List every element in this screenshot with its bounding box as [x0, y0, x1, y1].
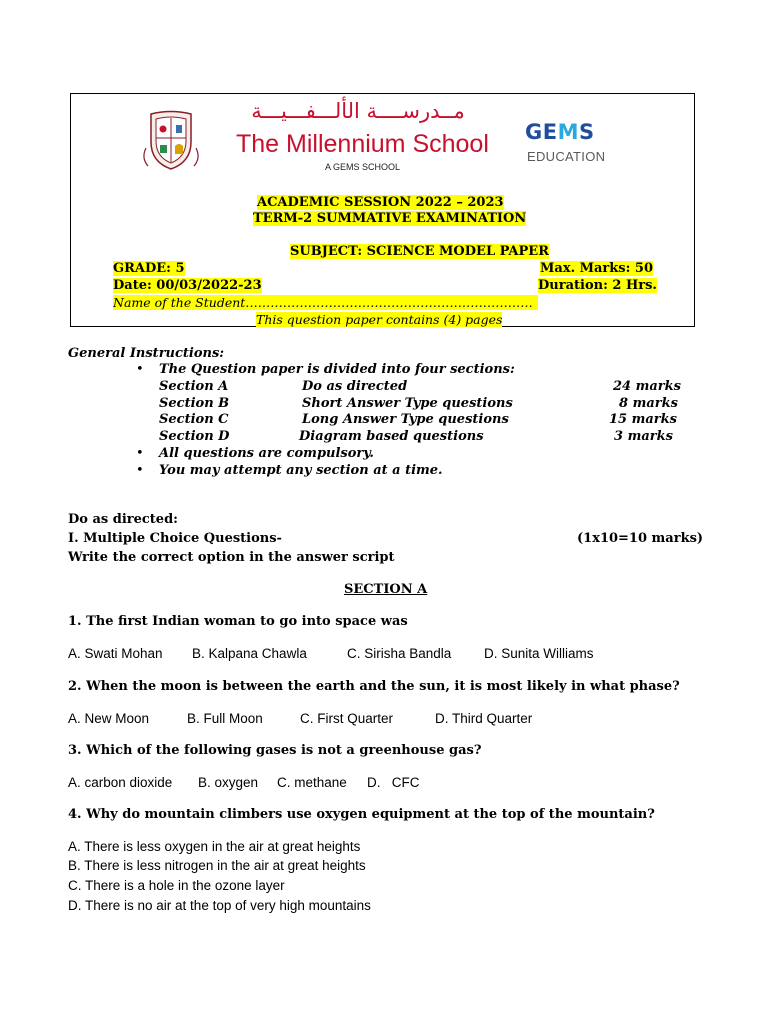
instructions-attempt: You may attempt any section at a time. — [159, 463, 443, 478]
instructions-title: General Instructions: — [68, 346, 225, 361]
pages-note: This question paper contains (4) pages — [256, 312, 503, 327]
option: A. Swati Mohan — [68, 646, 163, 661]
question: 2. When the moon is between the earth and the sun, it is most likely in what phase? — [68, 679, 680, 694]
section-name: Section D — [159, 429, 230, 444]
option: B. Full Moon — [187, 711, 263, 726]
gems-logo-letter: G — [525, 120, 543, 144]
gems-education-label: EDUCATION — [527, 149, 606, 164]
option: B. There is less nitrogen in the air at great heights — [68, 858, 366, 873]
gems-logo-letter: E — [542, 120, 558, 144]
mcq-title: I. Multiple Choice Questions- — [68, 531, 282, 546]
option: B. oxygen — [198, 775, 259, 790]
bullet-icon: • — [136, 463, 144, 478]
option: C. First Quarter — [300, 711, 394, 726]
mcq-marks: (1x10=10 marks) — [577, 531, 704, 546]
instructions-divided: The Question paper is divided into four sections: — [159, 362, 515, 377]
bullet-icon: • — [136, 446, 144, 461]
question: 3. Which of the following gases is not a greenhouse gas? — [68, 743, 482, 758]
instructions-compulsory: All questions are compulsory. — [159, 446, 374, 461]
subject-title: SUBJECT: SCIENCE MODEL PAPER — [290, 244, 550, 259]
option: C. Sirisha Bandla — [347, 646, 452, 661]
section-a-title: SECTION A — [344, 582, 428, 597]
student-name-line: Name of the Student…………………………………………………………… — [113, 295, 538, 310]
gems-logo-letter: M — [557, 120, 580, 144]
section-marks: 24 marks — [613, 379, 681, 394]
option: A. There is less oxygen in the air at great heights — [68, 839, 361, 854]
section-marks: 8 marks — [619, 396, 678, 411]
option: B. Kalpana Chawla — [192, 646, 307, 661]
exam-title: TERM-2 SUMMATIVE EXAMINATION — [253, 211, 527, 226]
gems-logo-text — [525, 120, 595, 144]
section-name: Section C — [159, 412, 229, 427]
section-marks: 3 marks — [614, 429, 673, 444]
option: C. There is a hole in the ozone layer — [68, 878, 285, 893]
session-title: ACADEMIC SESSION 2022 – 2023 — [257, 195, 504, 210]
section-name: Section B — [159, 396, 230, 411]
section-type: Long Answer Type questions — [302, 412, 509, 427]
section-type: Short Answer Type questions — [302, 396, 513, 411]
option: D. Third Quarter — [435, 711, 533, 726]
max-marks-label: Max. Marks: 50 — [540, 261, 654, 276]
option: D. There is no air at the top of very high mountains — [68, 898, 371, 913]
school-crest-icon — [138, 108, 204, 172]
school-name-arabic: مــدرســــة الألـــفـــيـــة — [251, 99, 465, 123]
gems-logo — [525, 121, 595, 143]
grade-label: GRADE: 5 — [113, 261, 185, 276]
option: D. CFC — [367, 775, 420, 790]
gems-logo-letter: S — [579, 120, 595, 144]
option: D. Sunita Williams — [484, 646, 594, 661]
question: 1. The first Indian woman to go into space was — [68, 614, 408, 629]
school-tagline: A GEMS SCHOOL — [325, 162, 401, 172]
bullet-icon: • — [136, 362, 144, 377]
option: A. New Moon — [68, 711, 150, 726]
date-label: Date: 00/03/2022-23 — [113, 278, 262, 293]
option: C. methane — [277, 775, 347, 790]
write-note: Write the correct option in the answer script — [68, 550, 395, 565]
option: A. carbon dioxide — [68, 775, 173, 790]
school-name: The Millennium School — [236, 130, 489, 158]
duration-label: Duration: 2 Hrs. — [538, 278, 657, 293]
section-name: Section A — [159, 379, 229, 394]
section-type: Diagram based questions — [299, 429, 484, 444]
question: 4. Why do mountain climbers use oxygen equipment at the top of the mountain? — [68, 807, 655, 822]
section-type: Do as directed — [302, 379, 408, 394]
section-marks: 15 marks — [609, 412, 677, 427]
do-as-directed: Do as directed: — [68, 512, 178, 527]
